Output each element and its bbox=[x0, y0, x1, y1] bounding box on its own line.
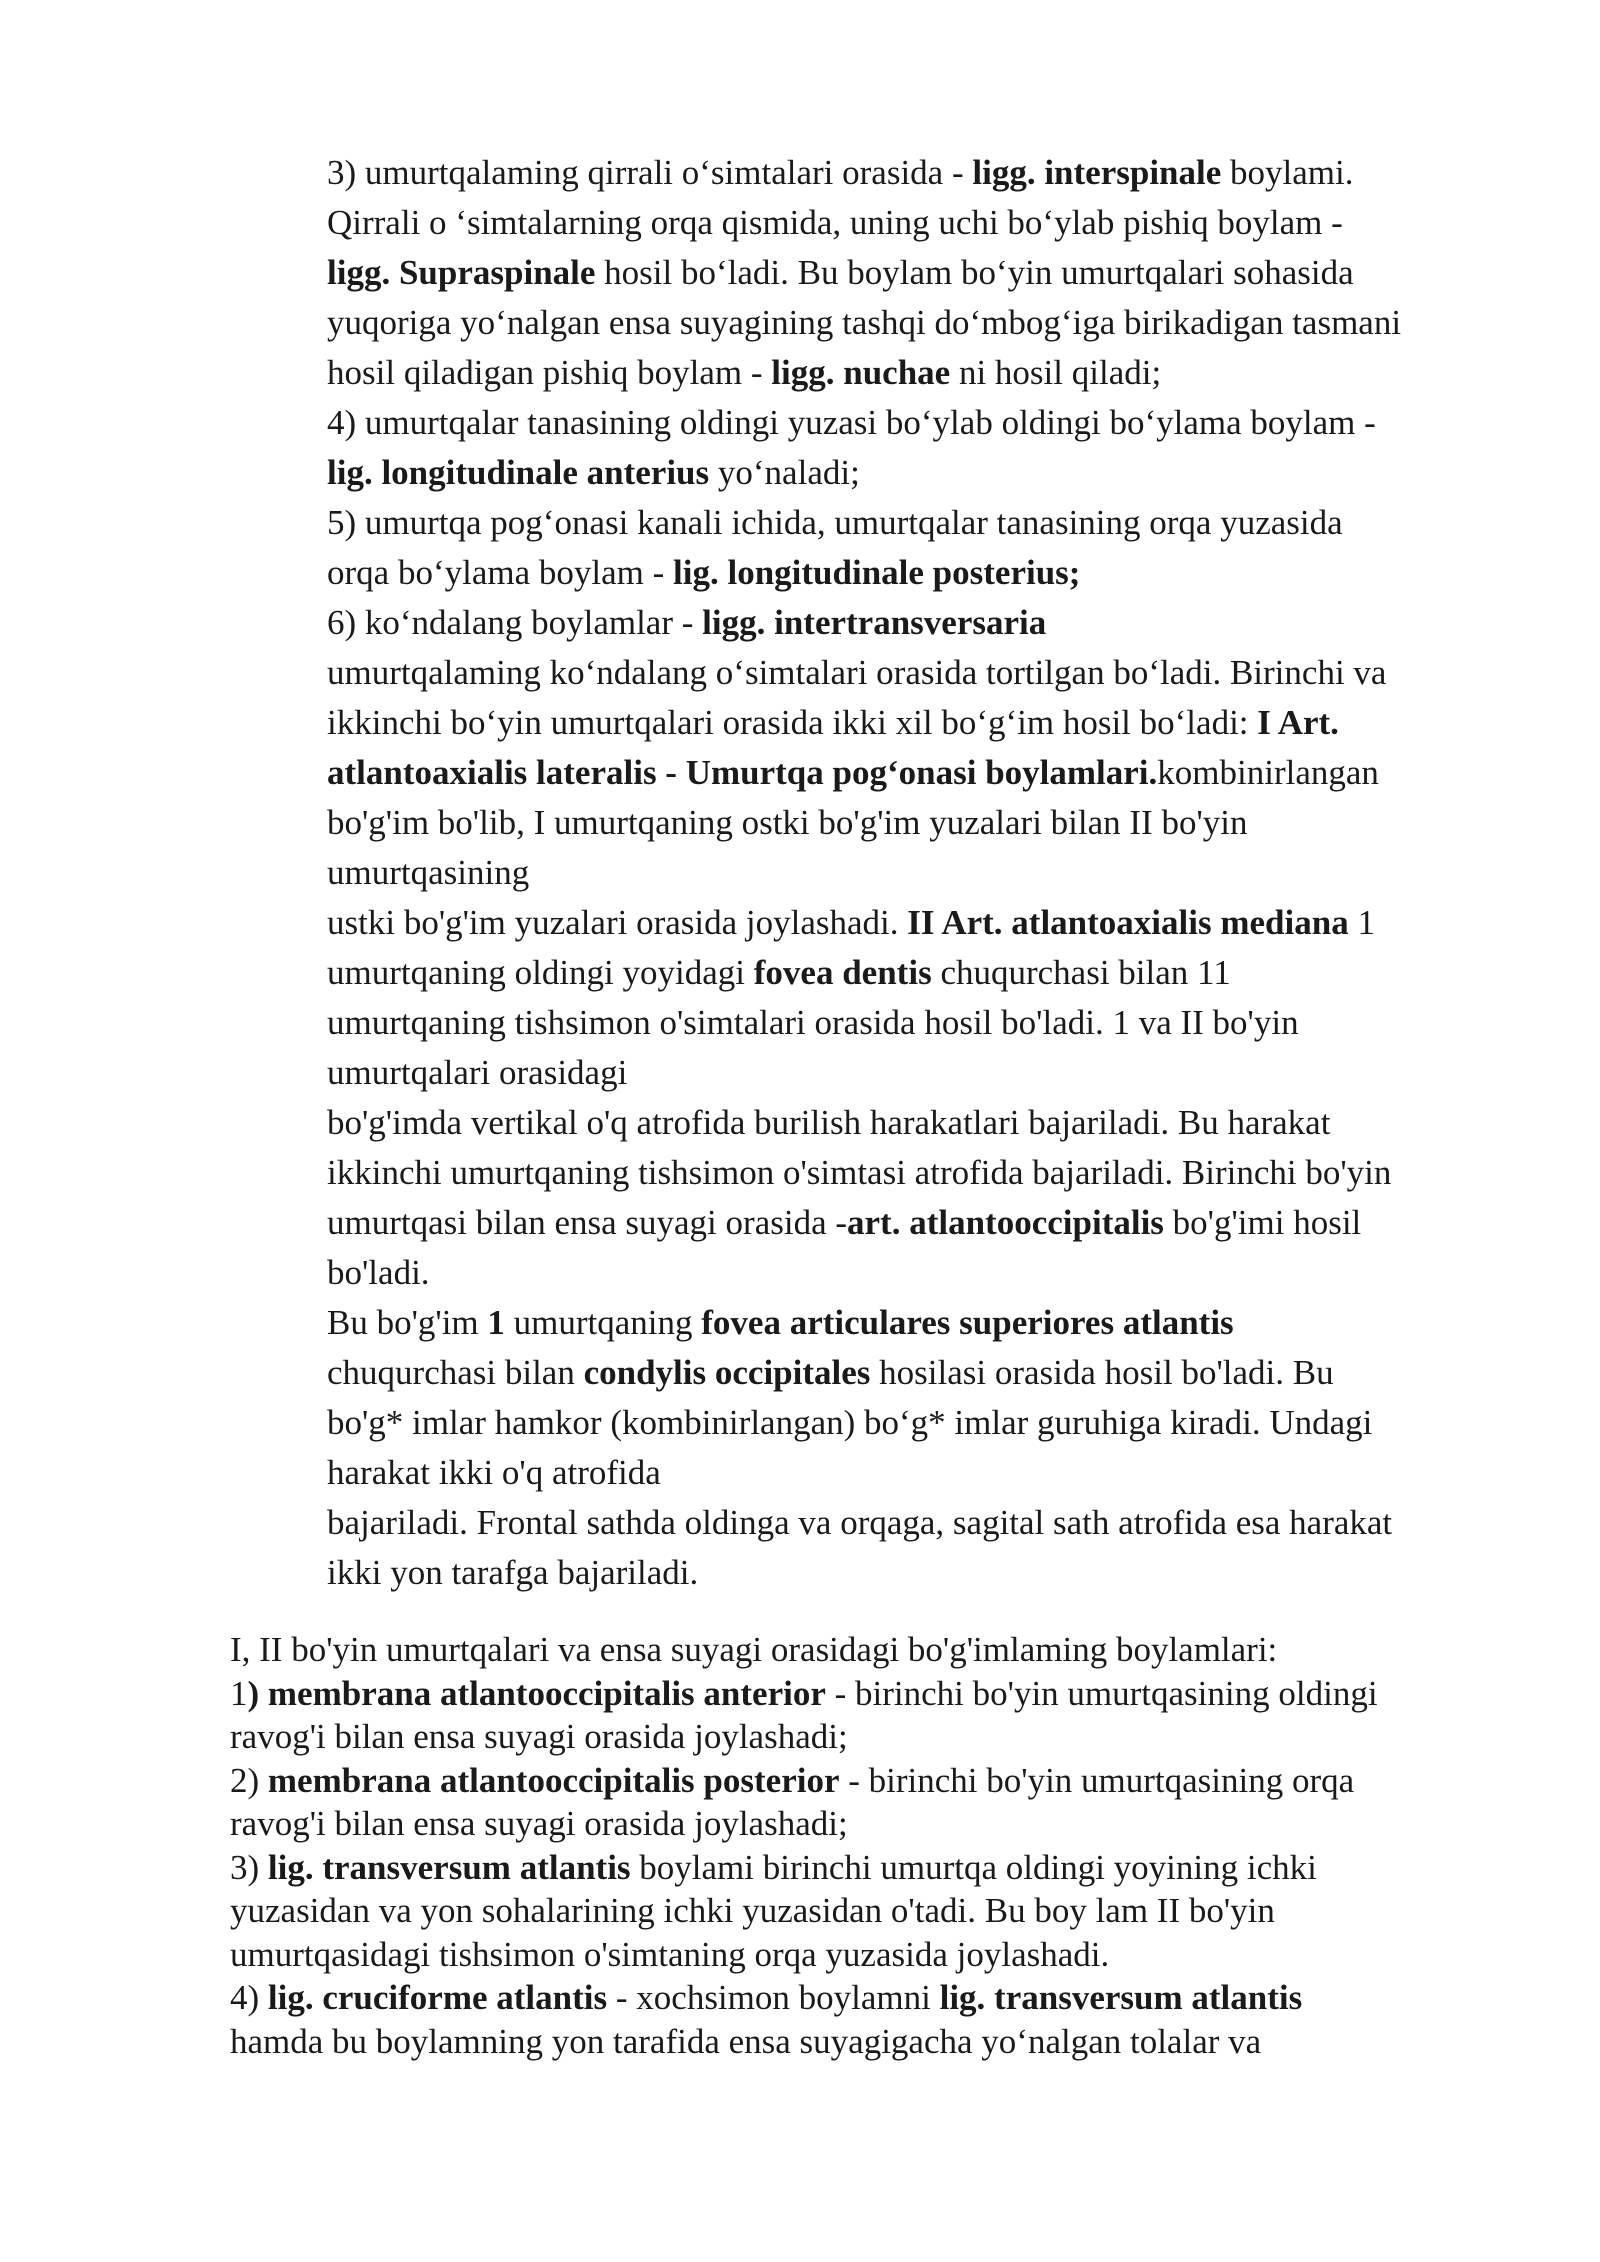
text-run: umurtqasi bilan ensa suyagi orasida - bbox=[327, 1203, 848, 1242]
text-line bbox=[327, 298, 1517, 348]
text-run: umurtqasidagi tishsimon o'simtaning orqa yuzasida joylashadi. bbox=[230, 1934, 1110, 1974]
paragraph-atlanto-ligaments bbox=[230, 1628, 1480, 2063]
text-line bbox=[327, 648, 1517, 698]
text-run: chuqurchasi bilan bbox=[327, 1353, 584, 1392]
bold-term: I Art. bbox=[1257, 703, 1339, 742]
bold-term: lig. cruciforme atlantis bbox=[267, 1978, 608, 2017]
text-line bbox=[230, 1976, 1480, 2020]
text-run: umurtqaning bbox=[504, 1303, 702, 1342]
text-line bbox=[230, 2020, 1480, 2064]
bold-term: lig. longitudinale posterius; bbox=[673, 553, 1081, 592]
text-line bbox=[327, 698, 1517, 748]
bold-term: II Art. atlantoaxialis mediana bbox=[907, 903, 1349, 942]
bold-term: ligg. Supraspinale bbox=[327, 253, 596, 292]
text-line bbox=[327, 548, 1517, 598]
text-run: I, II bo'yin umurtqalari va ensa suyagi orasidagi bo'g'imlaming boylamlari: bbox=[230, 1630, 1278, 1669]
text-run: orqa bo‘ylama boylam - bbox=[327, 553, 674, 592]
text-line bbox=[327, 1548, 1517, 1598]
text-run: yo‘naladi; bbox=[709, 453, 860, 492]
text-line bbox=[230, 1933, 1480, 1977]
bold-term: atlantoaxialis lateralis - Umurtqa pog‘onasi boylamlari. bbox=[327, 753, 1158, 792]
text-line bbox=[230, 1628, 1480, 1672]
text-run: 6) ko‘ndalang boylamlar - bbox=[327, 603, 703, 642]
bold-term: ligg. intertransversaria bbox=[702, 603, 1047, 642]
text-run: bo'ladi. bbox=[327, 1253, 430, 1292]
text-run: 3) bbox=[230, 1847, 268, 1887]
text-line bbox=[327, 1148, 1517, 1198]
text-line bbox=[327, 798, 1517, 848]
text-run: - birinchi bo'yin umurtqasining orqa bbox=[839, 1760, 1355, 1800]
text-run: - xochsimon boylamni bbox=[607, 1978, 940, 2017]
text-run: ikki yon tarafga bajariladi. bbox=[327, 1553, 699, 1592]
text-run: boylami birinchi umurtqa oldingi yoyining ichki bbox=[630, 1847, 1317, 1887]
text-line bbox=[327, 198, 1517, 248]
text-line bbox=[230, 1802, 1480, 1846]
text-run: umurtqaning oldingi yoyidagi bbox=[327, 953, 754, 992]
text-run: Bu bo'g'im bbox=[327, 1303, 488, 1342]
text-line bbox=[327, 1348, 1517, 1398]
text-line bbox=[327, 998, 1517, 1048]
text-run: yuzasidan va yon sohalarining ichki yuzasidan o'tadi. Bu boy lam II bo'yin bbox=[230, 1891, 1275, 1930]
bold-term: ) membrana atlantooccipitalis anterior bbox=[247, 1673, 826, 1713]
text-line bbox=[327, 598, 1517, 648]
text-line bbox=[327, 748, 1517, 798]
text-line bbox=[327, 848, 1517, 898]
text-run: umurtqalari orasidagi bbox=[327, 1053, 628, 1092]
text-line bbox=[327, 1448, 1517, 1498]
text-run: hosilasi orasida hosil bo'ladi. Bu bbox=[870, 1353, 1334, 1392]
bold-term: lig. transversum atlantis bbox=[939, 1978, 1303, 2017]
text-line bbox=[230, 1889, 1480, 1933]
text-run: ravog'i bilan ensa suyagi orasida joylashadi; bbox=[230, 1804, 848, 1843]
text-line bbox=[327, 248, 1517, 298]
text-run: bo'g'im bo'lib, I umurtqaning ostki bo'g'im yuzalari bilan II bo'yin bbox=[327, 803, 1248, 842]
bold-term: condylis occipitales bbox=[583, 1353, 871, 1392]
text-run: ravog'i bilan ensa suyagi orasida joylashadi; bbox=[230, 1717, 848, 1756]
text-run: bo'g'imda vertikal o'q atrofida burilish harakatlari bajariladi. Bu harakat bbox=[327, 1103, 1331, 1142]
text-run: yuqoriga yo‘nalgan ensa suyagining tashqi do‘mbog‘iga birikadigan tasmani bbox=[327, 303, 1402, 342]
text-run: kombinirlangan bbox=[1157, 753, 1379, 792]
bold-term: ligg. nuchae bbox=[771, 353, 951, 392]
text-line bbox=[327, 498, 1517, 548]
text-line bbox=[327, 1048, 1517, 1098]
text-run: harakat ikki o'q atrofida bbox=[327, 1453, 661, 1492]
paragraph-ligaments-list bbox=[327, 148, 1517, 1598]
bold-term: fovea dentis bbox=[753, 953, 932, 992]
text-line bbox=[230, 1715, 1480, 1759]
text-run: umurtqalaming ko‘ndalang o‘simtalari orasida tortilgan bo‘ladi. Birinchi va bbox=[327, 653, 1387, 692]
text-run: 2) bbox=[230, 1760, 268, 1800]
text-line bbox=[230, 1759, 1480, 1803]
text-run: 1 bbox=[230, 1673, 248, 1713]
text-run: 5) umurtqa pog‘onasi kanali ichida, umurtqalar tanasining orqa yuzasida bbox=[327, 503, 1343, 542]
bold-term: art. atlantooccipitalis bbox=[847, 1203, 1164, 1242]
text-run: umurtqasining bbox=[327, 853, 530, 892]
text-run: bajariladi. Frontal sathda oldinga va orqaga, sagital sath atrofida esa harakat bbox=[327, 1503, 1393, 1542]
bold-term: membrana atlantooccipitalis posterior bbox=[267, 1760, 840, 1800]
bold-term: 1 bbox=[487, 1303, 505, 1342]
bold-term: lig. longitudinale anterius bbox=[327, 453, 710, 492]
text-run: chuqurchasi bilan 11 bbox=[931, 953, 1231, 992]
bold-term: ligg. interspinale bbox=[972, 153, 1222, 192]
text-run: 3) umurtqalaming qirrali o‘simtalari orasida - bbox=[327, 153, 973, 192]
text-run: bo'g'imi hosil bbox=[1163, 1203, 1362, 1242]
text-run: ikkinchi bo‘yin umurtqalari orasida ikki xil bo‘g‘im hosil bo‘ladi: bbox=[327, 703, 1258, 742]
text-run: umurtqaning tishsimon o'simtalari orasida hosil bo'ladi. 1 va II bo'yin bbox=[327, 1003, 1299, 1042]
text-run: ikkinchi umurtqaning tishsimon o'simtasi atrofida bajariladi. Birinchi bo'yin bbox=[327, 1153, 1392, 1192]
text-line bbox=[327, 348, 1517, 398]
text-line bbox=[327, 1398, 1517, 1448]
text-line bbox=[327, 1298, 1517, 1348]
text-line bbox=[327, 1098, 1517, 1148]
text-run: boylami. bbox=[1221, 153, 1354, 192]
text-line bbox=[230, 1846, 1480, 1890]
text-run: 1 bbox=[1348, 903, 1375, 942]
text-run: ustki bo'g'im yuzalari orasida joylashadi. bbox=[327, 903, 908, 942]
text-run: - birinchi bo'yin umurtqasining oldingi bbox=[825, 1673, 1378, 1713]
text-run: bo'g* imlar hamkor (kombinirlangan) bo‘g* imlar guruhiga kiradi. Undagi bbox=[327, 1403, 1373, 1442]
text-run: hamda bu boylamning yon tarafida ensa suyagigacha yo‘nalgan tolalar va bbox=[230, 2021, 1262, 2061]
text-run: Qirrali o ‘simtalarning orqa qismida, uning uchi bo‘ylab pishiq boylam - bbox=[327, 203, 1343, 242]
text-line bbox=[327, 948, 1517, 998]
bold-term: fovea articulares superiores atlantis bbox=[701, 1303, 1234, 1342]
text-run: 4) umurtqalar tanasining oldingi yuzasi bo‘ylab oldingi bo‘ylama boylam - bbox=[327, 403, 1376, 442]
bold-term: lig. transversum atlantis bbox=[267, 1847, 631, 1887]
text-line bbox=[327, 898, 1517, 948]
text-line bbox=[327, 148, 1517, 198]
text-line bbox=[327, 448, 1517, 498]
text-line bbox=[230, 1672, 1480, 1716]
text-line bbox=[327, 1498, 1517, 1548]
text-line bbox=[327, 398, 1517, 448]
text-run: 4) bbox=[230, 1978, 268, 2017]
text-line bbox=[327, 1248, 1517, 1298]
text-run: hosil bo‘ladi. Bu boylam bo‘yin umurtqalari sohasida bbox=[595, 253, 1354, 292]
text-line bbox=[327, 1198, 1517, 1248]
text-run: ni hosil qiladi; bbox=[950, 353, 1162, 392]
text-run: hosil qiladigan pishiq boylam - bbox=[327, 353, 772, 392]
